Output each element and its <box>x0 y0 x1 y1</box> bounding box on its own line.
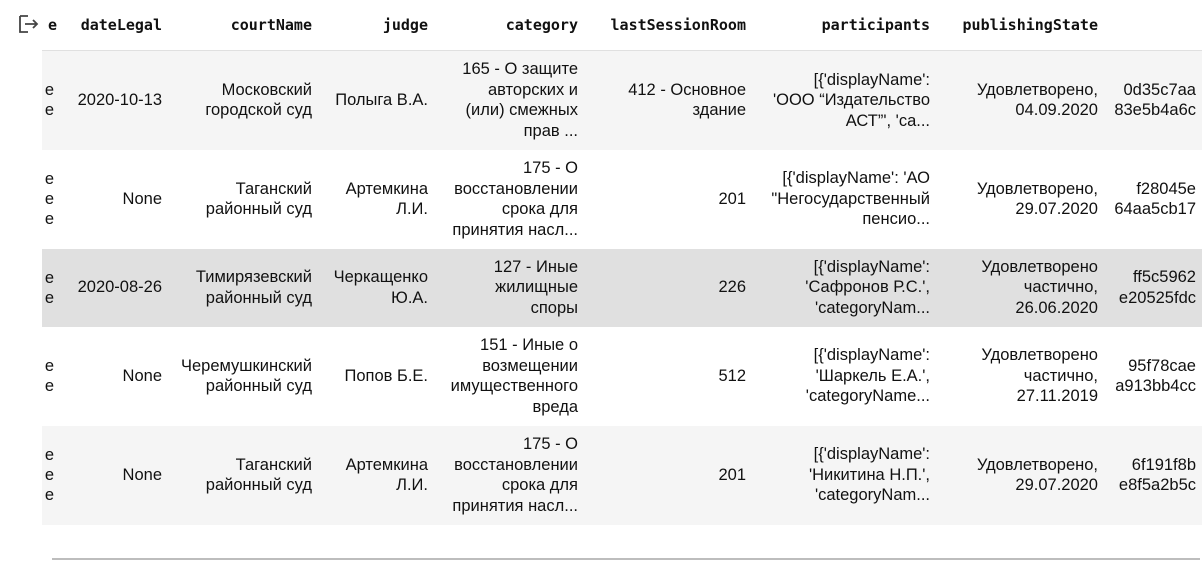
table-row[interactable] <box>42 51 1202 150</box>
cell-participants: [{'displayName': 'Никитина Н.П.', 'categoryNam... <box>752 426 936 525</box>
cell-id: 6f191f8b e8f5a2b5c <box>1104 426 1202 525</box>
cell-participants: [{'displayName': 'Шаркель Е.А.', 'categoryName... <box>752 327 936 426</box>
cell-judge: Полыга В.А. <box>318 51 434 150</box>
cell-index: e e e <box>42 426 56 525</box>
cell-index: e e <box>42 327 56 426</box>
cell-publishing-state: Удовлетворено, 29.07.2020 <box>936 426 1104 525</box>
cell-index: e e e <box>42 150 56 249</box>
cell-participants: [{'displayName': 'АО "Негосударственный пенсио... <box>752 150 936 249</box>
cell-participants: [{'displayName': 'Сафронов Р.С.', 'categoryNam... <box>752 249 936 327</box>
cell-index: e e <box>42 51 56 150</box>
cell-index: e e <box>42 249 56 327</box>
cell-judge: Артемкина Л.И. <box>318 426 434 525</box>
cell-id: 95f78cae a913bb4cc <box>1104 327 1202 426</box>
cell-date-legal: None <box>56 426 168 525</box>
cell-judge: Попов Б.Е. <box>318 327 434 426</box>
cell-date-legal: None <box>56 150 168 249</box>
column-header[interactable]: category <box>434 0 584 51</box>
output-redirect-icon[interactable] <box>18 14 40 34</box>
table-row[interactable] <box>42 327 1202 426</box>
header-row <box>42 0 1202 51</box>
cell-court-name: Черемушкинский районный суд <box>168 327 318 426</box>
cell-category: 175 - О восстановлении срока для принятия насл... <box>434 150 584 249</box>
cell-category: 127 - Иные жилищные споры <box>434 249 584 327</box>
cell-last-session-room: 512 <box>584 327 752 426</box>
cell-category: 151 - Иные о возмещении имущественного вреда <box>434 327 584 426</box>
cell-date-legal: 2020-10-13 <box>56 51 168 150</box>
cell-date-legal: 2020-08-26 <box>56 249 168 327</box>
table-row[interactable] <box>42 426 1202 525</box>
cell-last-session-room: 201 <box>584 426 752 525</box>
table-row[interactable] <box>42 249 1202 327</box>
column-header[interactable] <box>1104 0 1202 51</box>
cell-last-session-room: 201 <box>584 150 752 249</box>
cell-last-session-room: 412 - Основное здание <box>584 51 752 150</box>
cell-judge: Черкащенко Ю.А. <box>318 249 434 327</box>
cell-last-session-room: 226 <box>584 249 752 327</box>
cell-judge: Артемкина Л.И. <box>318 150 434 249</box>
cell-date-legal: None <box>56 327 168 426</box>
cell-publishing-state: Удовлетворено, 29.07.2020 <box>936 150 1104 249</box>
column-header[interactable]: lastSessionRoom <box>584 0 752 51</box>
cell-category: 175 - О восстановлении срока для принятия насл... <box>434 426 584 525</box>
cell-id: 0d35c7aa 83e5b4a6c <box>1104 51 1202 150</box>
dataframe-output[interactable] <box>44 0 1200 560</box>
cell-publishing-state: Удовлетворено частично, 26.06.2020 <box>936 249 1104 327</box>
dataframe-table <box>42 0 1202 525</box>
cell-publishing-state: Удовлетворено, 04.09.2020 <box>936 51 1104 150</box>
column-header[interactable]: judge <box>318 0 434 51</box>
cell-court-name: Московский городской суд <box>168 51 318 150</box>
cell-court-name: Тимирязевский районный суд <box>168 249 318 327</box>
column-header[interactable]: participants <box>752 0 936 51</box>
column-header[interactable]: publishingState <box>936 0 1104 51</box>
cell-court-name: Таганский районный суд <box>168 426 318 525</box>
cell-id: f28045e 64aa5cb17 <box>1104 150 1202 249</box>
table-row[interactable] <box>42 150 1202 249</box>
cell-participants: [{'displayName': 'ООО “Издательство АСТ”', 'ca... <box>752 51 936 150</box>
cell-publishing-state: Удовлетворено частично, 27.11.2019 <box>936 327 1104 426</box>
column-header[interactable]: dateLegal <box>56 0 168 51</box>
column-header[interactable]: e <box>42 0 56 51</box>
cell-category: 165 - О защите авторских и (или) смежных прав ... <box>434 51 584 150</box>
column-header[interactable]: courtName <box>168 0 318 51</box>
cell-id: ff5c5962 e20525fdc <box>1104 249 1202 327</box>
cell-court-name: Таганский районный суд <box>168 150 318 249</box>
